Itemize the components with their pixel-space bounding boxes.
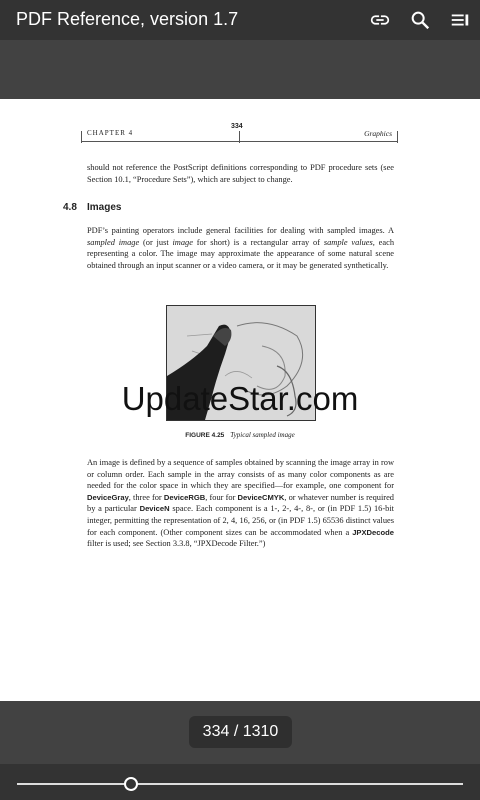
document-title: PDF Reference, version 1.7 bbox=[16, 9, 239, 29]
figure-caption bbox=[0, 431, 480, 439]
page-slider-bar bbox=[0, 764, 480, 800]
running-head-section: Graphics bbox=[364, 129, 392, 138]
watermark-text: UpdateStar.com bbox=[121, 380, 359, 417]
top-app-bar bbox=[0, 0, 480, 40]
intro-paragraph: should not reference the PostScript definitions corresponding to PDF procedure sets (see Section 10.1, “Procedure Sets”), which are subject to change. bbox=[87, 163, 394, 184]
figure-caption-text: Typical sampled image bbox=[230, 431, 295, 439]
link-icon[interactable] bbox=[366, 6, 394, 34]
search-icon[interactable] bbox=[406, 6, 434, 34]
images-paragraph: PDF’s painting operators include general facilities for dealing with sampled images. A sampled image (or just image for short) is a rectangular array of sample values, each representing a color. The image may approximate the appearance of some natural scene obtained through an input scanner or a video camera, or it may be generated synthetically. bbox=[87, 226, 395, 270]
section-heading bbox=[63, 202, 121, 213]
running-head-page-number: 334 bbox=[231, 123, 243, 130]
figure-label: FIGURE 4.25 bbox=[185, 432, 225, 439]
current-page: 334 bbox=[202, 723, 230, 740]
running-head bbox=[81, 123, 398, 142]
page-counter: 334 / 1310 bbox=[189, 716, 292, 748]
page-slider-track[interactable] bbox=[17, 783, 463, 785]
menu-icon[interactable] bbox=[446, 6, 474, 34]
running-head-chapter: CHAPTER 4 bbox=[87, 129, 134, 137]
page-slider-thumb[interactable] bbox=[124, 777, 138, 791]
section-number: 4.8 bbox=[63, 202, 77, 213]
section-title: Images bbox=[87, 202, 122, 213]
total-pages: 1310 bbox=[242, 723, 279, 740]
image-definition-paragraph: An image is defined by a sequence of samples obtained by scanning the image array in row or column order. Each sample in the array consists of as many color components as are needed for the color space in which they are specified—for example, one component for DeviceGray, three for DeviceRGB, four for DeviceCMYK, or whatever number is required by a particular DeviceN space. Each component is a 1-, 2-, 4-, 8-, or (in PDF 1.5) 16-bit integer, permitting the representation of 2, 4, 16, 256, or (in PDF 1.5) 65536 distinct values for each component. (Other component sizes can be accommodated when a JPXDecode filter is used; see Section 3.3.8, “JPXDecode Filter.”) bbox=[87, 458, 394, 549]
toolbar-spacer bbox=[0, 40, 480, 99]
